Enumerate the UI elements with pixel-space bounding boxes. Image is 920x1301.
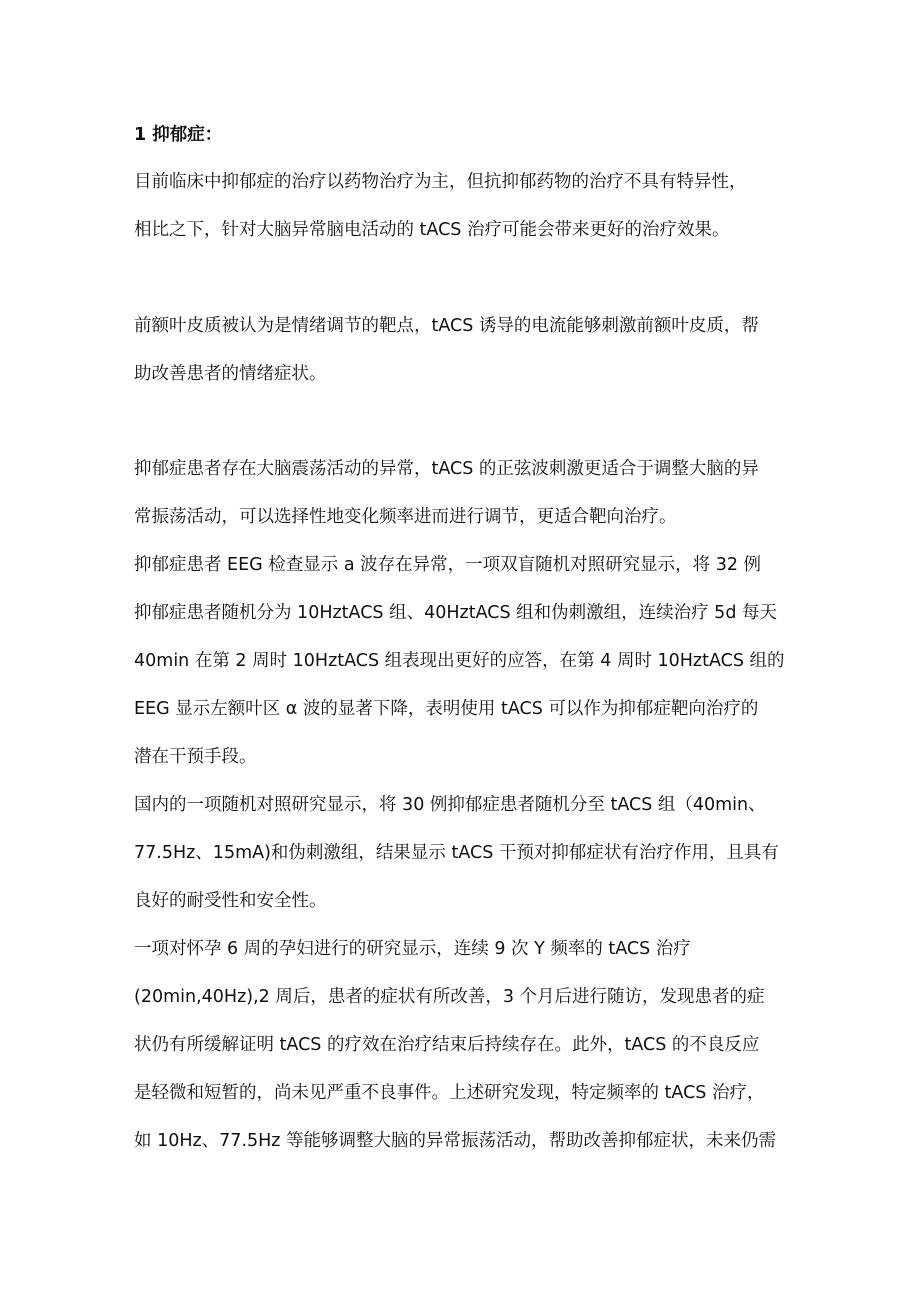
paragraph-line: 良好的耐受性和安全性。 xyxy=(134,891,327,911)
paragraph-line: 如 10Hz、77.5Hz 等能够调整大脑的异常振荡活动，帮助改善抑郁症状，未来仍需 xyxy=(134,1131,777,1151)
paragraph-line: 常振荡活动，可以选择性地变化频率进而进行调节，更适合靶向治疗。 xyxy=(134,507,677,527)
paragraph-line: 抑郁症患者随机分为 10HztACS 组、40HztACS 组和伪刺激组，连续治疗 5d 每天 xyxy=(134,603,777,623)
paragraph-line: 40min 在第 2 周时 10HztACS 组表现出更好的应答，在第 4 周时 10HztACS 组的 xyxy=(134,651,785,671)
paragraph-line: 潜在干预手段。 xyxy=(134,747,257,767)
paragraph-line: 抑郁症患者 EEG 检查显示 a 波存在异常，一项双盲随机对照研究显示，将 32 例 xyxy=(134,555,762,575)
paragraph-line: 状仍有所缓解证明 tACS 的疗效在治疗结束后持续存在。此外，tACS 的不良反应 xyxy=(134,1035,760,1055)
paragraph-line: EEG 显示左额叶区 α 波的显著下降，表明使用 tACS 可以作为抑郁症靶向治疗的 xyxy=(134,699,759,719)
paragraph-line: 目前临床中抑郁症的治疗以药物治疗为主，但抗抑郁药物的治疗不具有特异性， xyxy=(134,172,747,192)
paragraph-line: (20min,40Hz),2 周后，患者的症状有所改善，3 个月后进行随访，发现患者的症 xyxy=(134,987,765,1007)
paragraph-line: 相比之下，针对大脑异常脑电活动的 tACS 治疗可能会带来更好的治疗效果。 xyxy=(134,220,730,240)
paragraph-line: 77.5Hz、15mA)和伪刺激组，结果显示 tACS 干预对抑郁症状有治疗作用，且具有 xyxy=(134,843,779,863)
paragraph-line: 一项对怀孕 6 周的孕妇进行的研究显示，连续 9 次 Y 频率的 tACS 治疗 xyxy=(134,939,691,959)
paragraph-line: 助改善患者的情绪症状。 xyxy=(134,364,327,384)
paragraph-line: 前额叶皮质被认为是情绪调节的靶点，tACS 诱导的电流能够刺激前额叶皮质，帮 xyxy=(134,316,759,336)
paragraph-line: 是轻微和短暂的，尚未见严重不良事件。上述研究发现，特定频率的 tACS 治疗， xyxy=(134,1083,765,1103)
paragraph-line: 抑郁症患者存在大脑震荡活动的异常，tACS 的正弦波刺激更适合于调整大脑的异 xyxy=(134,459,759,479)
paragraph-line: 国内的一项随机对照研究显示，将 30 例抑郁症患者随机分至 tACS 组（40min、 xyxy=(134,795,766,815)
section-heading: 1 抑郁症： xyxy=(134,125,223,145)
